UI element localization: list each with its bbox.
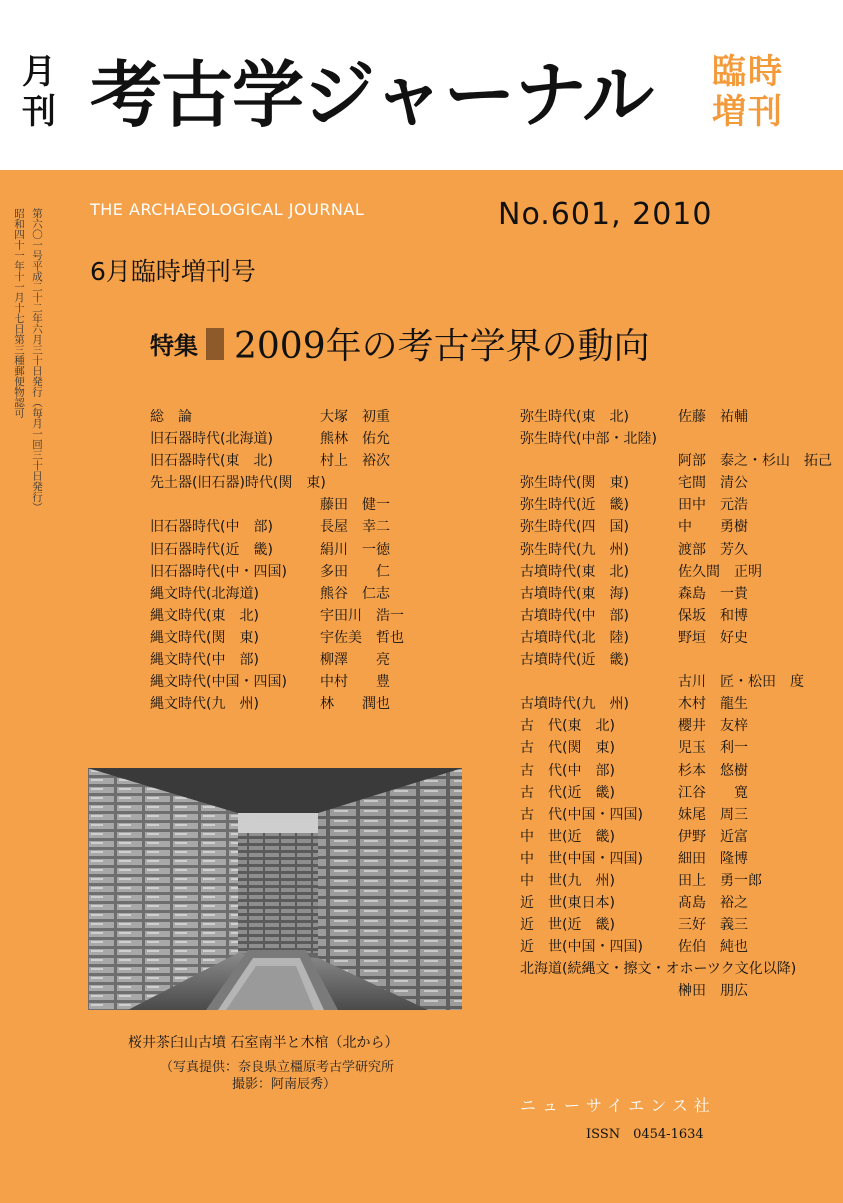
contents-entry	[150, 428, 405, 450]
contents-author: 佐伯 純也	[678, 939, 748, 956]
contents-entry	[520, 406, 780, 428]
contents-era: 近 世(東日本)	[520, 895, 615, 912]
contents-era: 縄文時代(中国・四国)	[150, 674, 287, 691]
contents-author: 絹川 一徳	[320, 541, 390, 558]
contents-entry	[520, 892, 780, 914]
contents-era: 近 世(近 畿)	[520, 917, 615, 934]
contents-entry	[150, 539, 405, 561]
contents-author: 江谷 寛	[678, 784, 748, 801]
contents-author: 熊林 佑允	[320, 431, 390, 448]
contents-era: 古墳時代(近 畿)	[520, 652, 629, 669]
contents-entry	[520, 870, 780, 892]
contents-author: 田上 勇一郎	[678, 872, 762, 889]
contents-author: 佐久間 正明	[678, 563, 762, 580]
contents-era: 旧石器時代(近 畿)	[150, 541, 273, 558]
contents-era: 古墳時代(中 部)	[520, 607, 629, 624]
contents-entry	[150, 671, 405, 693]
feature-heading	[150, 318, 650, 369]
contents-entry	[520, 494, 780, 516]
contents-entry	[520, 450, 832, 472]
cover-photo	[88, 768, 462, 1010]
contents-author: 野垣 好史	[678, 629, 748, 646]
contents-entry	[150, 605, 405, 627]
contents-era: 古墳時代(東 北)	[520, 563, 629, 580]
contents-entry	[150, 450, 405, 472]
contents-era: 旧石器時代(東 北)	[150, 453, 273, 470]
feature-label: 特集	[150, 332, 198, 360]
feature-title: 2009年の考古学界の動向	[234, 326, 650, 367]
contents-era: 旧石器時代(北海道)	[150, 431, 273, 448]
contents-entry	[150, 494, 405, 516]
contents-entry	[150, 583, 405, 605]
contents-author: 宅間 清公	[678, 475, 748, 492]
contents-author: 熊谷 仁志	[320, 585, 390, 602]
contents-entry	[150, 406, 405, 428]
contents-entry	[520, 516, 780, 538]
contents-era: 縄文時代(北海道)	[150, 585, 259, 602]
contents-author: 細田 隆博	[678, 850, 748, 867]
contents-author: 渡部 芳久	[678, 541, 748, 558]
contents-author: 三好 義三	[678, 917, 748, 934]
contents-author: 櫻井 友梓	[678, 718, 748, 735]
issue-number: No.601, 2010	[498, 197, 713, 232]
contents-author: 榊田 朋広	[678, 983, 748, 1000]
contents-entry	[520, 848, 780, 870]
contents-author: 髙島 裕之	[678, 895, 748, 912]
contents-entry	[520, 782, 780, 804]
contents-era: 弥生時代(四 国)	[520, 519, 629, 536]
contents-entry	[150, 627, 405, 649]
contents-author: 保坂 和博	[678, 607, 748, 624]
contents-author: 長屋 幸二	[320, 519, 390, 536]
contents-author: 大塚 初重	[320, 409, 390, 425]
contents-author: 宇田川 浩一	[320, 607, 404, 624]
contents-entry	[150, 561, 405, 583]
contents-author: 多田 仁	[320, 563, 390, 580]
contents-entry	[520, 958, 797, 980]
contents-era: 弥生時代(東 北)	[520, 409, 629, 425]
contents-author: 杉本 悠樹	[678, 762, 748, 779]
photo-photographer: 撮影：阿南辰秀）	[232, 1077, 337, 1092]
contents-author: 林 潤也	[320, 696, 390, 713]
contents-entry	[520, 914, 780, 936]
contents-entry	[520, 826, 780, 848]
contents-author: 森島 一貴	[678, 585, 748, 602]
contents-era: 先土器(旧石器)時代(関 東)	[150, 475, 326, 492]
contents-author: 村上 裕次	[320, 453, 390, 470]
contents-author: 佐藤 祐輔	[678, 409, 748, 425]
contents-entry	[520, 472, 780, 494]
contents-entry	[520, 605, 780, 627]
contents-entry	[520, 583, 780, 605]
photo-credit: （写真提供：奈良県立橿原考古学研究所	[160, 1060, 395, 1075]
special-issue-label: 臨時増刊	[712, 52, 784, 132]
contents-entry	[520, 671, 804, 693]
contents-author: 阿部 泰之・杉山 拓己	[678, 453, 832, 470]
contents-author: 田中 元浩	[678, 497, 748, 514]
contents-era: 弥生時代(九 州)	[520, 541, 629, 558]
contents-era: 古墳時代(九 州)	[520, 696, 629, 713]
magazine-title: 考古学ジャーナル	[90, 53, 653, 137]
contents-author: 柳澤 亮	[320, 652, 390, 669]
contents-era: 総 論	[150, 409, 192, 425]
contents-era: 古 代(中国・四国)	[520, 806, 643, 823]
contents-left-column	[150, 406, 405, 715]
stone-chamber-photo	[88, 768, 462, 1010]
contents-era: 北海道(続縄文・擦文・オホーツク文化以降)	[520, 961, 797, 978]
contents-era: 古 代(近 畿)	[520, 784, 615, 801]
contents-author: 中村 豊	[320, 674, 390, 691]
contents-era: 縄文時代(中 部)	[150, 652, 259, 669]
contents-entry	[520, 737, 780, 759]
contents-entry	[520, 561, 780, 583]
contents-entry	[520, 804, 780, 826]
contents-author: 妹尾 周三	[678, 806, 748, 823]
contents-author: 宇佐美 哲也	[320, 629, 404, 646]
contents-entry	[520, 693, 780, 715]
photo-caption: 桜井茶臼山古墳 石室南半と木棺（北から）	[128, 1035, 399, 1051]
contents-entry	[520, 649, 780, 671]
contents-author: 中 勇樹	[678, 519, 748, 536]
contents-entry	[520, 760, 780, 782]
contents-entry	[520, 428, 780, 450]
contents-era: 中 世(中国・四国)	[520, 850, 643, 867]
monthly-label: 月刊	[22, 52, 56, 132]
edition-label: 6月臨時増刊号	[90, 257, 256, 286]
publisher-name: ニューサイエンス社	[520, 1096, 716, 1115]
spine-text-line1: 第六〇一号平成二十二年六月三十日発行（毎月一回三十日発行）	[31, 208, 43, 513]
contents-entry	[150, 649, 405, 671]
contents-author: 木村 龍生	[678, 696, 748, 713]
contents-era: 古 代(関 東)	[520, 740, 615, 757]
contents-era: 古 代(東 北)	[520, 718, 615, 735]
contents-era: 弥生時代(関 東)	[520, 475, 629, 492]
contents-era: 中 世(九 州)	[520, 872, 615, 889]
contents-era: 縄文時代(東 北)	[150, 607, 259, 624]
contents-era: 旧石器時代(中・四国)	[150, 563, 287, 580]
contents-right-column	[520, 406, 832, 1003]
contents-entry	[150, 472, 405, 494]
contents-era: 縄文時代(九 州)	[150, 696, 259, 713]
journal-english-title: THE ARCHAEOLOGICAL JOURNAL	[90, 200, 365, 219]
contents-entry	[520, 627, 780, 649]
contents-author: 伊野 近富	[678, 828, 748, 845]
contents-entry	[520, 539, 780, 561]
contents-author: 古川 匠・松田 度	[678, 674, 804, 691]
contents-entry	[150, 693, 405, 715]
contents-era: 古墳時代(東 海)	[520, 585, 629, 602]
contents-era: 弥生時代(中部・北陸)	[520, 431, 657, 448]
feature-marker	[206, 328, 224, 360]
contents-era: 近 世(中国・四国)	[520, 939, 643, 956]
contents-entry	[520, 715, 780, 737]
contents-entry	[150, 516, 405, 538]
contents-era: 古墳時代(北 陸)	[520, 629, 629, 646]
contents-author: 藤田 健一	[320, 497, 390, 514]
contents-era: 縄文時代(関 東)	[150, 629, 259, 646]
contents-era: 旧石器時代(中 部)	[150, 519, 273, 536]
masthead	[0, 0, 843, 170]
contents-era: 弥生時代(近 畿)	[520, 497, 629, 514]
contents-era: 古 代(中 部)	[520, 762, 615, 779]
contents-era: 中 世(近 畿)	[520, 828, 615, 845]
issn-number: ISSN 0454-1634	[586, 1127, 704, 1142]
spine-text-line2: 昭和四十一年十一月十七日第三種郵便物認可	[13, 208, 25, 418]
contents-entry	[520, 980, 780, 1002]
contents-entry	[520, 936, 780, 958]
contents-author: 児玉 利一	[678, 740, 748, 757]
